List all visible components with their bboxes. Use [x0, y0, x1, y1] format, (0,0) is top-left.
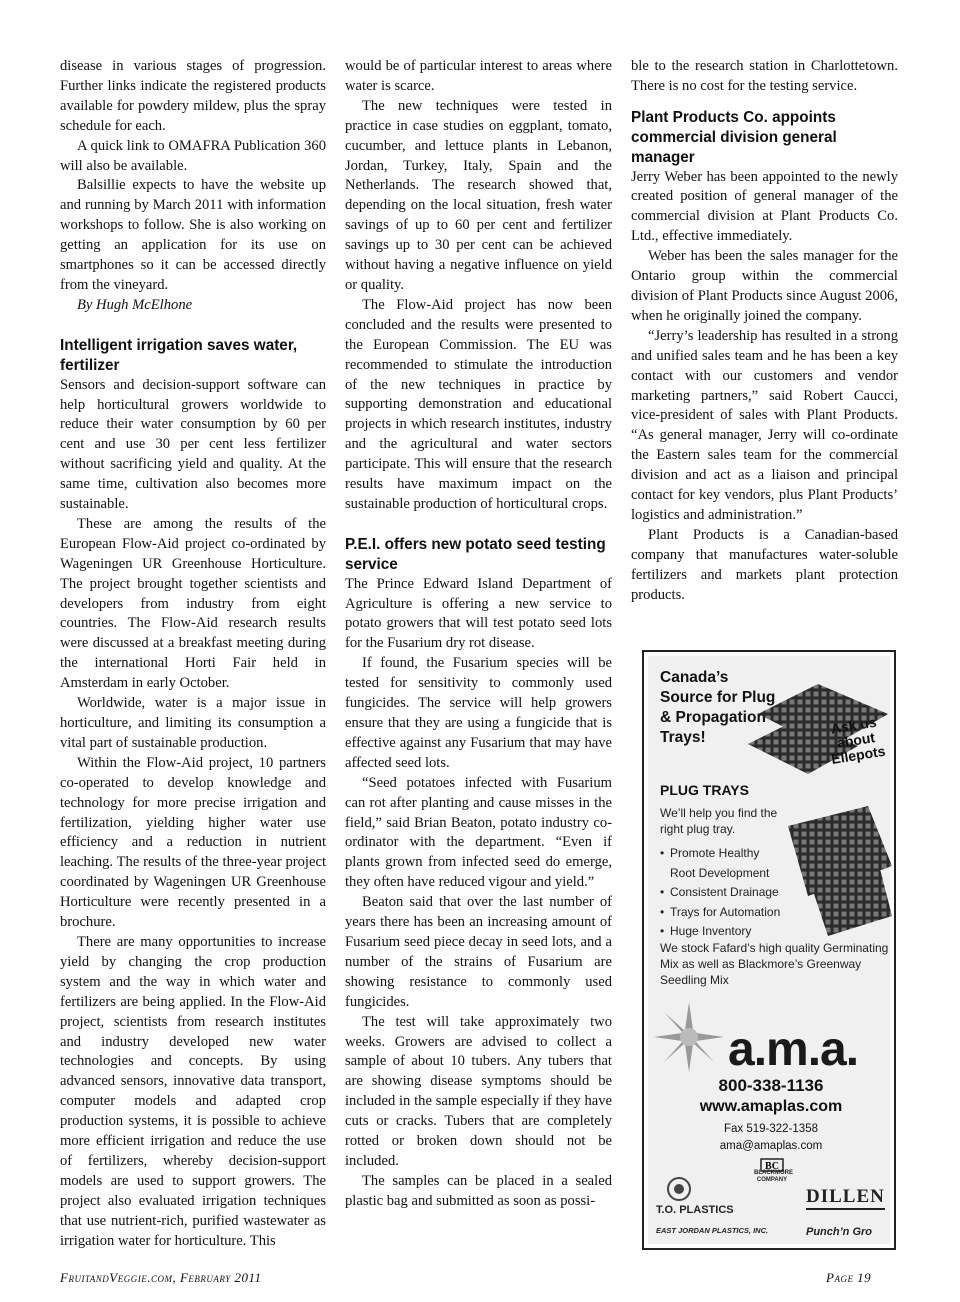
paragraph: Jerry Weber has been appointed to the newly created position of general manager of the commercial division at Plant Products Co. Ltd., effective immediately. [631, 168, 898, 245]
paragraph: Weber has been the sales manager for the Ontario group within the commercial division of Plant Products since August 2006, when he originally joined the company. [631, 248, 898, 324]
paragraph: The samples can be placed in a sealed plastic bag and submitted as soon as possi- [345, 1172, 612, 1209]
list-item: • Consistent Drainage [660, 883, 780, 903]
ad-phone: 800-338-1136 [718, 1076, 824, 1095]
paragraph: would be of particular interest to areas where water is scarce. [345, 58, 612, 94]
partner-to-plastics: T.O. PLASTICS [656, 1204, 734, 1216]
ad-stock-text: We stock Fafard’s high quality Germinating Mix as well as Blackmore’s Greenway Seedling Mix [660, 941, 889, 987]
ama-advertisement [642, 650, 896, 1250]
column-1 [60, 57, 326, 1251]
column-2 [345, 57, 612, 1212]
ad-email: ama@amaplas.com [719, 1140, 823, 1152]
paragraph: If found, the Fusarium species will be tested for sensitivity to commonly used fungicides. The service will help growers ensure that they are using a fungicide that is effective against any Fusarium that may have affected seed lots. [345, 655, 612, 771]
partner-blackmore: BLACKMORE COMPANY [754, 1170, 793, 1183]
paragraph: ble to the research station in Charlottetown. There is no cost for the testing service. [631, 58, 898, 94]
headline-pei: P.E.I. offers new potato seed testing service [345, 535, 606, 573]
footer-page-number: Page 19 [826, 1270, 872, 1285]
column-3 [631, 57, 898, 605]
partner-logos [656, 1161, 888, 1244]
paragraph: Beaton said that over the last number of years there has been an increasing amount of Fusarium seed piece decay in seed lots, and a number of the strains of Fusarium are showing resistance to commonly used fungicides. [345, 894, 612, 1010]
ama-logo: a.m.a. [728, 1023, 859, 1076]
list-item: • Trays for Automation [660, 903, 780, 923]
paragraph: The new techniques were tested in practice in case studies on eggplant, tomato, cucumber, and lettuce plants in Lebanon, Jordan, Turkey, Italy, Spain and the Netherlands. The research showed that, depending on the local situation, fresh water savings of up to 60 per cent and fertilizer savings up to 30 per cent can be achieved without having a negative influence on yield or quality. [345, 97, 612, 293]
paragraph: Within the Flow-Aid project, 10 partners co-operated to develop knowledge and technology for more precise irrigation and fertilization, yielding higher water use efficiency and a reduction in nutrient leaching. The results of the three-year project coordinated by Wageningen UR Greenhouse Horticulture were recently presented in a brochure. [60, 754, 326, 931]
paragraph: The test will take approximately two weeks. Growers are advised to collect a sample of about 10 tubers. Any tubers that are showing disease symptoms should be included in the sample especially if they have cuts or cracks. Tubers that are completely rotted or broken down should not be included. [345, 1013, 612, 1169]
ad-fax: Fax 519-322-1358 [724, 1123, 818, 1135]
byline: By Hugh McElhone [77, 296, 193, 313]
paragraph: Plant Products is a Canadian-based company that manufactures water-soluble fertilizers and markets plant protection products. [631, 526, 898, 603]
ellepots-callout: Ask us about Ellepots [829, 713, 887, 767]
paragraph: Worldwide, water is a major issue in horticulture, and limiting its consumption a vital part of sustainable production. [60, 695, 326, 751]
paragraph: Balsillie expects to have the website up and running by March 2011 with information workshops to follow. She is also working on getting an application for its use on smartphones so it can be accessed directly from the vineyard. [60, 177, 326, 293]
paragraph: Sensors and decision-support software can help horticultural growers worldwide to reduce their water consumption by 60 per cent and use 30 per cent less fertilizer without sacrificing yield and quality. At the same time, cultivation also becomes more sustainable. [60, 376, 326, 513]
plug-trays-subtitle: We’ll help you find the right plug tray. [660, 806, 778, 836]
paragraph: There are many opportunities to increase yield by changing the crop production system and the way in which water and fertilizers are being applied. In the Flow-Aid project, scientists from research institutes and industry developed new water technologies and concepts. By using advanced sensors, innovative data transport, computer models and adapted crop production systems, it is possible to achieve more efficient irrigation and reduce the use of fertilizers, whereby decision-support models are used to support growers. The project also evaluated irrigation techniques that use nutrient-rich, purified wastewater as irrigation water for horticulture. This [60, 933, 326, 1249]
plug-trays-title: PLUG TRAYS [660, 782, 749, 798]
plug-tray-image [768, 806, 892, 936]
footer-publication: FruitandVeggie.com, February 2011 [60, 1270, 262, 1285]
paragraph: The Prince Edward Island Department of Agriculture is offering a new service to potato growers that will test potato seed lots for the Fusarium dry rot disease. [345, 575, 612, 652]
ad-headline: Canada’s Source for Plug & Propagation Trays! [660, 669, 776, 746]
partner-punch-n-gro: Punch’n Gro [806, 1226, 872, 1238]
paragraph: The Flow-Aid project has now been concluded and the results were presented to the European Commission. The EU was recommended to stimulate the introduction of the new techniques in practice by supporting demonstration and educational projects in which research institutes, industry and the agricultural and water sectors participate. This will ensure that the research results have maximum impact on the sustainable production of horticultural crops. [345, 296, 612, 512]
headline-irrigation: Intelligent irrigation saves water, fertilizer [60, 336, 298, 374]
paragraph: “Jerry’s leadership has resulted in a strong and unified sales team and he has been a key contact with our customers and vendor marketing partners,” said Robert Caucci, vice-president of sales with Plant Products. “As general manager, Jerry will co-ordinate the Eastern sales team for the commercial division and act as a liaison and principal contact for key vendors, plus Plant Products’ logistics and administration.” [631, 327, 898, 523]
paragraph: “Seed potatoes infected with Fusarium can rot after planting and cause misses in the field,” said Brian Beaton, potato industry co-ordinator with the department. “Even if plants grown from infected seed do emerge, they often have reduced vigour and yield.” [345, 774, 612, 891]
partner-dillen: DILLEN [806, 1186, 885, 1210]
paragraph: A quick link to OMAFRA Publication 360 will also be available. [60, 137, 326, 174]
list-item: • Promote Healthy [660, 844, 780, 864]
ad-bullet-list [660, 844, 780, 942]
svg-text:BC: BC [765, 1161, 779, 1172]
sun-burst-icon [654, 1002, 724, 1072]
partner-east-jordan: EAST JORDAN PLASTICS, INC. [656, 1226, 769, 1235]
list-item: • Huge Inventory [660, 922, 780, 942]
headline-plant-products: Plant Products Co. appoints commercial division general manager [631, 108, 837, 166]
to-plastics-icon [666, 1176, 692, 1202]
paragraph: disease in various stages of progression. Further links indicate the registered products available for powdery mildew, plus the spray schedule for each. [60, 58, 326, 134]
paragraph: These are among the results of the European Flow-Aid project co-ordinated by Wageningen UR Greenhouse Horticulture. The project brought together scientists and developers from industry from eight countries. The Flow-Aid research results were discussed at a breakfast meeting during the international Horti Fair held in Amsterdam in early October. [60, 515, 326, 692]
ad-website: www.amaplas.com [699, 1098, 843, 1115]
list-item: Root Development [670, 865, 770, 880]
